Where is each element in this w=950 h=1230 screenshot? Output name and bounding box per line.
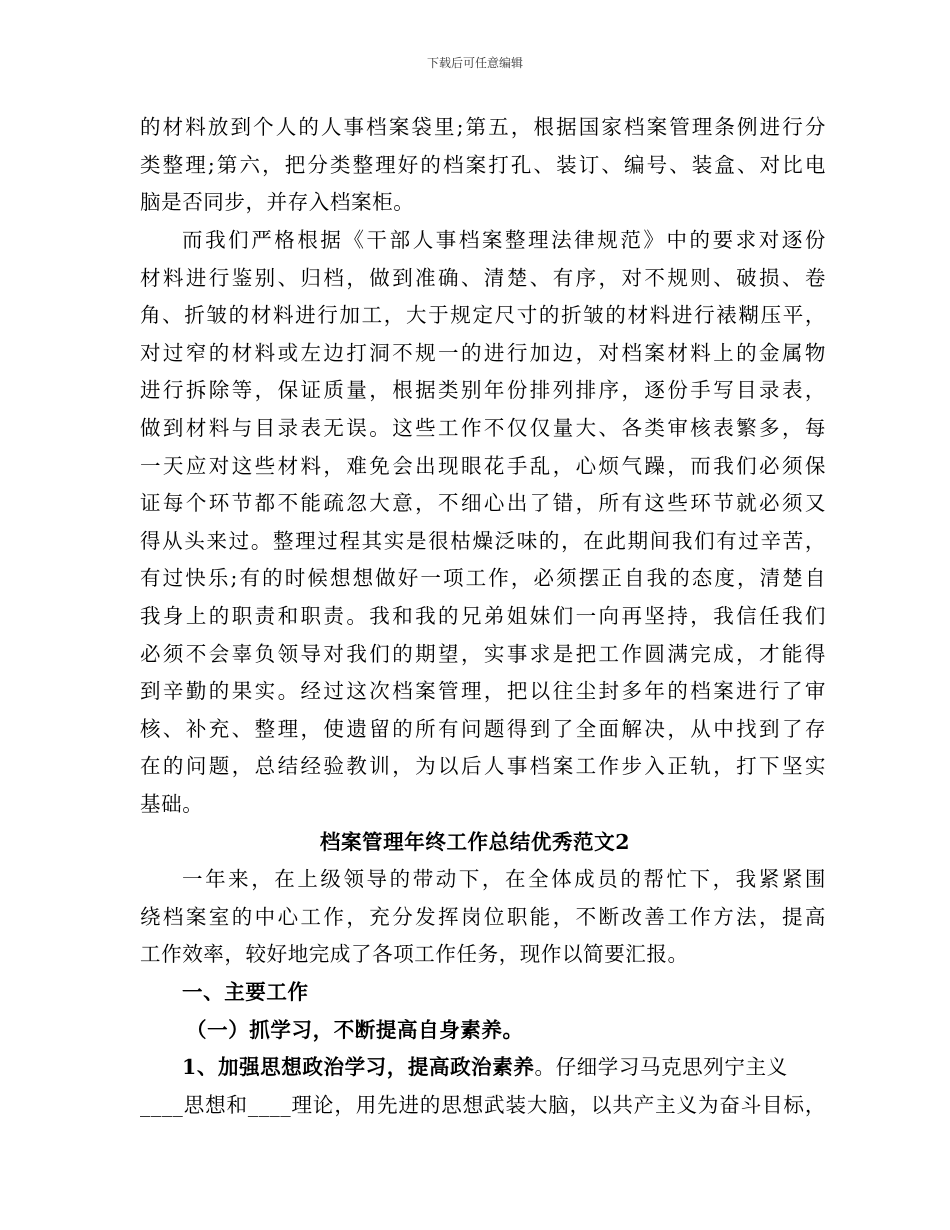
- para4-rest: 。仔细学习马克思列宁主义: [534, 1055, 788, 1079]
- para2-line: 进行拆除等，保证质量，根据类别年份排列排序，逐份手写目录表，: [140, 378, 826, 402]
- para4-bold-lead: 1、加强思想政治学习，提高政治素养: [182, 1055, 535, 1079]
- para4-line: [182, 1052, 826, 1082]
- para1-line: 类整理;第六，把分类整理好的档案打孔、装订、编号、装盒、对比电: [140, 153, 826, 177]
- section-title: 档案管理年终工作总结优秀范文2: [319, 830, 631, 854]
- para2-line: 角、折皱的材料进行加工，大于规定尺寸的折皱的材料进行裱糊压平，: [140, 303, 826, 327]
- para3-line: 工作效率，较好地完成了各项工作任务，现作以简要汇报。: [140, 942, 689, 966]
- para1-line: 脑是否同步，并存入档案柜。: [140, 190, 415, 214]
- para2-line: 到辛勤的果实。经过这次档案管理，把以往尘封多年的档案进行了审: [140, 679, 826, 703]
- para2-line: 证每个环节都不能疏忽大意，不细心出了错，所有这些环节就必须又: [140, 491, 826, 515]
- heading-study: （一）抓学习，不断提高自身素养。: [186, 1018, 524, 1042]
- heading-main-work: 一、主要工作: [182, 980, 309, 1004]
- para2-line: 必须不会辜负领导对我们的期望，实事求是把工作圆满完成，才能得: [140, 642, 826, 666]
- para4-line: ____思想和____理论，用先进的思想武装大脑，以共产主义为奋斗目标，: [140, 1093, 826, 1117]
- para2-line: 对过窄的材料或左边打洞不规一的进行加边，对档案材料上的金属物: [140, 341, 826, 365]
- para2-line: 核、补充、整理，使遗留的所有问题得到了全面解决，从中找到了存: [140, 717, 826, 741]
- para1-line: 的材料放到个人的人事档案袋里;第五，根据国家档案管理条例进行分: [140, 115, 826, 139]
- para2-line: 而我们严格根据《干部人事档案整理法律规范》中的要求对逐份: [182, 228, 826, 252]
- para2-line: 得从头来过。整理过程其实是很枯燥泛味的，在此期间我们有过辛苦，: [140, 529, 826, 553]
- para3-line: 绕档案室的中心工作，充分发挥岗位职能，不断改善工作方法，提高: [140, 905, 826, 929]
- para2-line: 在的问题，总结经验教训，为以后人事档案工作步入正轨，打下坚实: [140, 754, 826, 778]
- para2-line: 基础。: [140, 792, 204, 816]
- para2-line: 有过快乐;有的时候想想做好一项工作，必须摆正自我的态度，清楚自: [140, 566, 826, 590]
- page-header: 下载后可任意编辑: [426, 56, 523, 70]
- para2-line: 做到材料与目录表无误。这些工作不仅仅量大、各类审核表繁多，每: [140, 416, 826, 440]
- para2-line: 材料进行鉴别、归档，做到准确、清楚、有序，对不规则、破损、卷: [140, 266, 826, 290]
- para3-line: 一年来，在上级领导的带动下，在全体成员的帮忙下，我紧紧围: [182, 867, 826, 891]
- para2-line: 我身上的职责和职责。我和我的兄弟姐妹们一向再坚持，我信任我们: [140, 604, 826, 628]
- para2-line: 一天应对这些材料，难免会出现眼花手乱，心烦气躁，而我们必须保: [140, 454, 826, 478]
